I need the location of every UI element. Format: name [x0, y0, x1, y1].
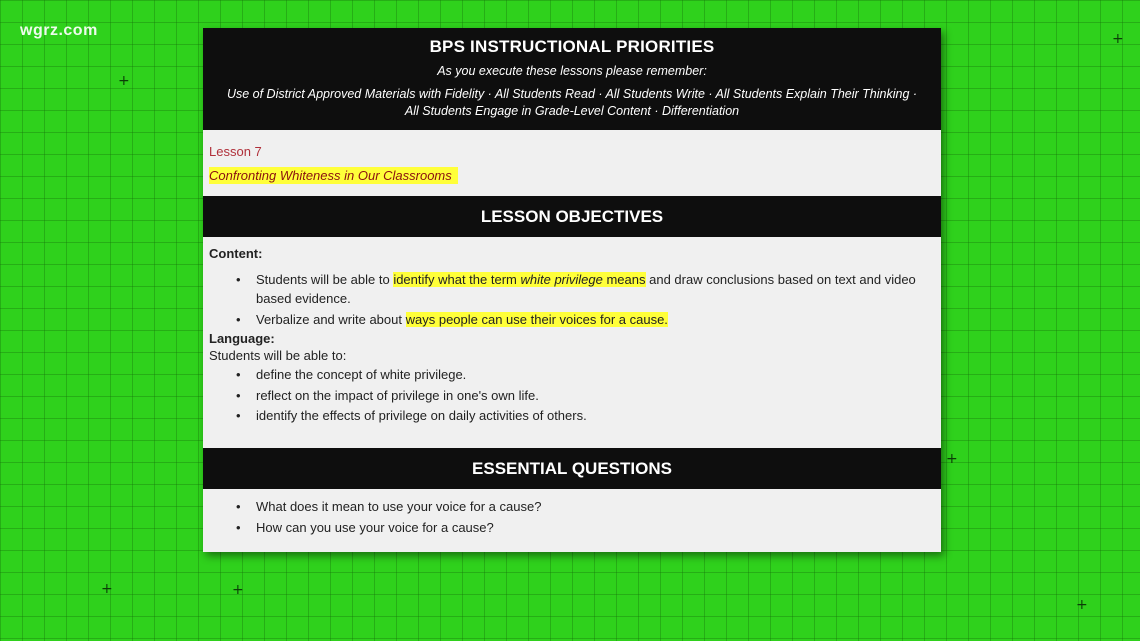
crosshair-marker-icon: +	[118, 73, 130, 89]
highlighted-text	[393, 272, 645, 287]
header-subtitle: As you execute these lessons please remember:	[437, 64, 707, 78]
lesson-number: Lesson 7	[209, 144, 262, 159]
content-list	[209, 270, 941, 329]
list-item	[209, 310, 941, 329]
crosshair-marker-icon: +	[101, 581, 113, 597]
item-text-italic: white privilege	[520, 272, 603, 287]
lesson-title: Confronting Whiteness in Our Classrooms	[209, 167, 458, 184]
priorities-line-2: All Students Engage in Grade-Level Content · Differentiation	[404, 104, 740, 118]
content-label: Content:	[209, 246, 263, 261]
list-item: • What does it mean to use your voice for a cause?	[209, 496, 941, 517]
lesson-plan-document	[203, 28, 941, 552]
questions-section	[203, 489, 941, 538]
item-text: and draw conclusions based on text and video based evidence.	[256, 272, 916, 306]
questions-heading: ESSENTIAL QUESTIONS	[203, 448, 941, 489]
objectives-section	[203, 237, 941, 448]
list-item: • define the concept of white privilege.	[209, 365, 941, 386]
language-label: Language:	[209, 331, 275, 346]
list-item: • reflect on the impact of privilege in one's own life.	[209, 386, 941, 407]
wgrz-logo: wgrz.com	[20, 22, 98, 39]
highlighted-text: ways people can use their voices for a cause.	[405, 312, 668, 327]
language-intro: Students will be able to:	[209, 348, 347, 363]
lesson-info	[203, 130, 941, 196]
language-list	[209, 365, 941, 427]
item-text: Verbalize and write about	[256, 312, 406, 327]
item-text: identify what the term	[393, 272, 521, 287]
crosshair-marker-icon: +	[1112, 31, 1124, 47]
list-item: • identify the effects of privilege on daily activities of others.	[209, 406, 941, 427]
crosshair-marker-icon: +	[1076, 597, 1088, 613]
header-title: BPS INSTRUCTIONAL PRIORITIES	[429, 37, 715, 56]
list-item	[209, 270, 941, 308]
instructional-priorities-header	[203, 28, 941, 130]
objectives-heading: LESSON OBJECTIVES	[203, 196, 941, 237]
crosshair-marker-icon: +	[946, 451, 958, 467]
questions-list	[209, 496, 941, 538]
priorities-line-1: Use of District Approved Materials with Fidelity · All Students Read · All Students Write · All Students Explain Their Thinking ·	[226, 87, 918, 101]
crosshair-marker-icon: +	[232, 582, 244, 598]
item-text: Students will be able to	[256, 272, 394, 287]
item-text: means	[602, 272, 646, 287]
list-item: • How can you use your voice for a cause?	[209, 517, 941, 538]
